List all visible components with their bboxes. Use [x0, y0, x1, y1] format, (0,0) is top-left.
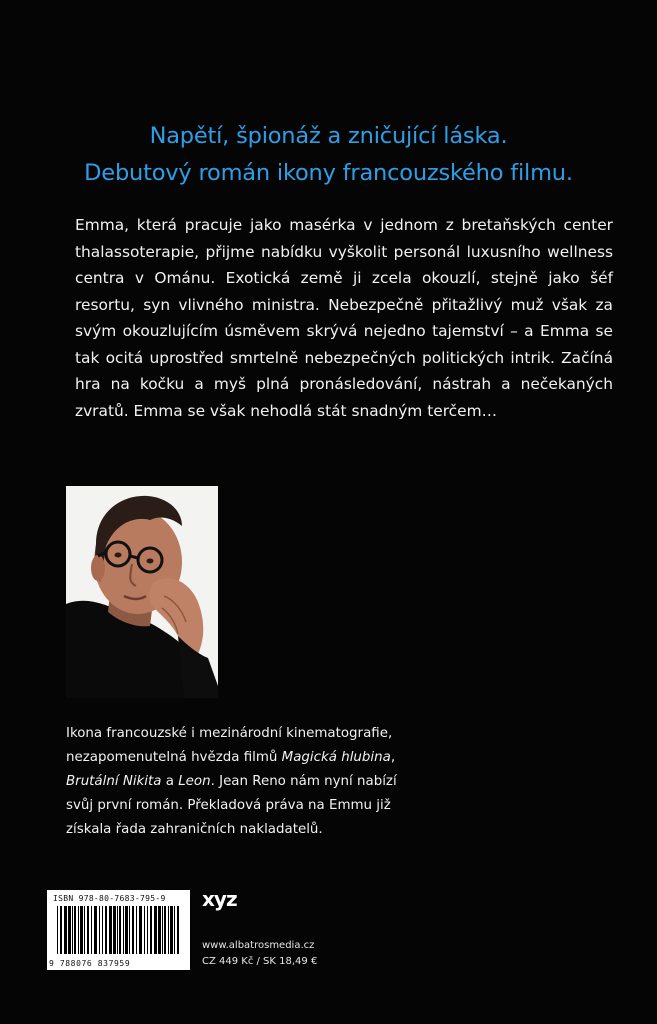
barcode-bar: [57, 906, 58, 954]
blurb-line: thalassoterapie, přijme nabídku vyškolit personál luxusního wellness: [75, 242, 613, 261]
barcode-bar: [136, 906, 137, 954]
barcode-bar: [60, 906, 62, 954]
barcode-bar: [72, 906, 73, 954]
barcode-bar: [87, 906, 89, 954]
price: CZ 449 Kč / SK 18,49 €: [202, 956, 318, 967]
bio-line: [66, 770, 586, 794]
barcode-bar: [78, 906, 79, 954]
tagline: [0, 118, 657, 192]
isbn-number: ISBN 978-80-7683-795-9: [53, 894, 166, 903]
film-title-leon: Leon: [178, 774, 211, 789]
bio-text: a: [161, 774, 179, 789]
barcode-bar: [117, 906, 118, 954]
film-title-magicka-hlubina: Magická hlubina: [281, 750, 391, 765]
barcode-bar: [94, 906, 97, 954]
bio-line: získala řada zahraničních nakladatelů.: [66, 822, 323, 837]
barcode-bar: [119, 906, 121, 954]
blurb-paragraph: [75, 212, 613, 424]
barcode-bar: [139, 906, 142, 954]
blurb-line: tak ocitá uprostřed smrtelně nebezpečných politických intrik. Začíná: [75, 348, 613, 367]
bio-line: [66, 746, 586, 770]
barcode-digits: 9 788076 837959: [49, 959, 131, 968]
barcode-bar: [129, 906, 130, 954]
author-photo: [66, 486, 218, 698]
bio-text: nezapomenutelná hvězda filmů: [66, 750, 282, 765]
bio-text: ,: [390, 750, 396, 765]
film-title-brutalni-nikita: Brutální Nikita: [66, 774, 162, 789]
barcode-bar: [74, 906, 76, 954]
barcode-bar: [150, 906, 152, 954]
barcode-bar: [125, 906, 128, 954]
barcode-bar: [162, 906, 163, 954]
author-bio: [66, 722, 586, 842]
barcode-bar: [105, 906, 107, 954]
barcode-bar: [99, 906, 100, 954]
barcode-bar: [158, 906, 161, 954]
publisher-logo: xyz: [202, 887, 237, 911]
barcode-bar: [109, 906, 112, 954]
barcode-bar: [154, 906, 157, 954]
barcode-bar: [132, 906, 134, 954]
bio-line: svůj první román. Překladová práva na Emmu již: [66, 798, 391, 813]
barcode-bar: [147, 906, 148, 954]
blurb-line: resortu, syn vlivného ministra. Nebezpečně přitažlivý muž však za: [75, 295, 613, 314]
barcode-bar: [170, 906, 173, 954]
blurb-line: Emma, která pracuje jako masérka v jednom z bretaňských center: [75, 216, 613, 234]
isbn-barcode: [47, 890, 190, 970]
barcode-bar: [177, 906, 179, 954]
barcode-bar: [102, 906, 103, 954]
tagline-line-1: Napětí, špionáž a zničující láska.: [149, 123, 508, 149]
blurb-line: zvratů. Emma se však nehodlá stát snadným terčem…: [75, 401, 497, 420]
barcode-bar: [123, 906, 124, 954]
barcode-bar: [144, 906, 145, 954]
barcode-bar: [174, 906, 175, 954]
blurb-line: centra v Ománu. Exotická země ji zcela okouzlí, stejně jako šéf: [75, 269, 613, 287]
barcode-bar: [80, 906, 83, 954]
bio-text: . Jean Reno nám nyní nabízí: [210, 774, 397, 789]
barcode-bar: [164, 906, 166, 954]
barcode-bars: [55, 906, 183, 956]
tagline-line-2: Debutový román ikony francouzského filmu.: [84, 160, 573, 186]
barcode-bar: [168, 906, 169, 954]
publisher-website: www.albatrosmedia.cz: [202, 940, 315, 951]
barcode-bar: [68, 906, 71, 954]
blurb-line: svým okouzlujícím úsměvem skrývá nejedno tajemství – a Emma se: [75, 322, 613, 340]
barcode-bar: [113, 906, 116, 954]
bio-line: Ikona francouzské i mezinárodní kinematografie,: [66, 726, 393, 741]
blurb-line: hra na kočku a myš plná pronásledování, nástrah a nečekaných: [75, 375, 613, 393]
barcode-bar: [84, 906, 85, 954]
barcode-bar: [91, 906, 92, 954]
barcode-bar: [64, 906, 67, 954]
